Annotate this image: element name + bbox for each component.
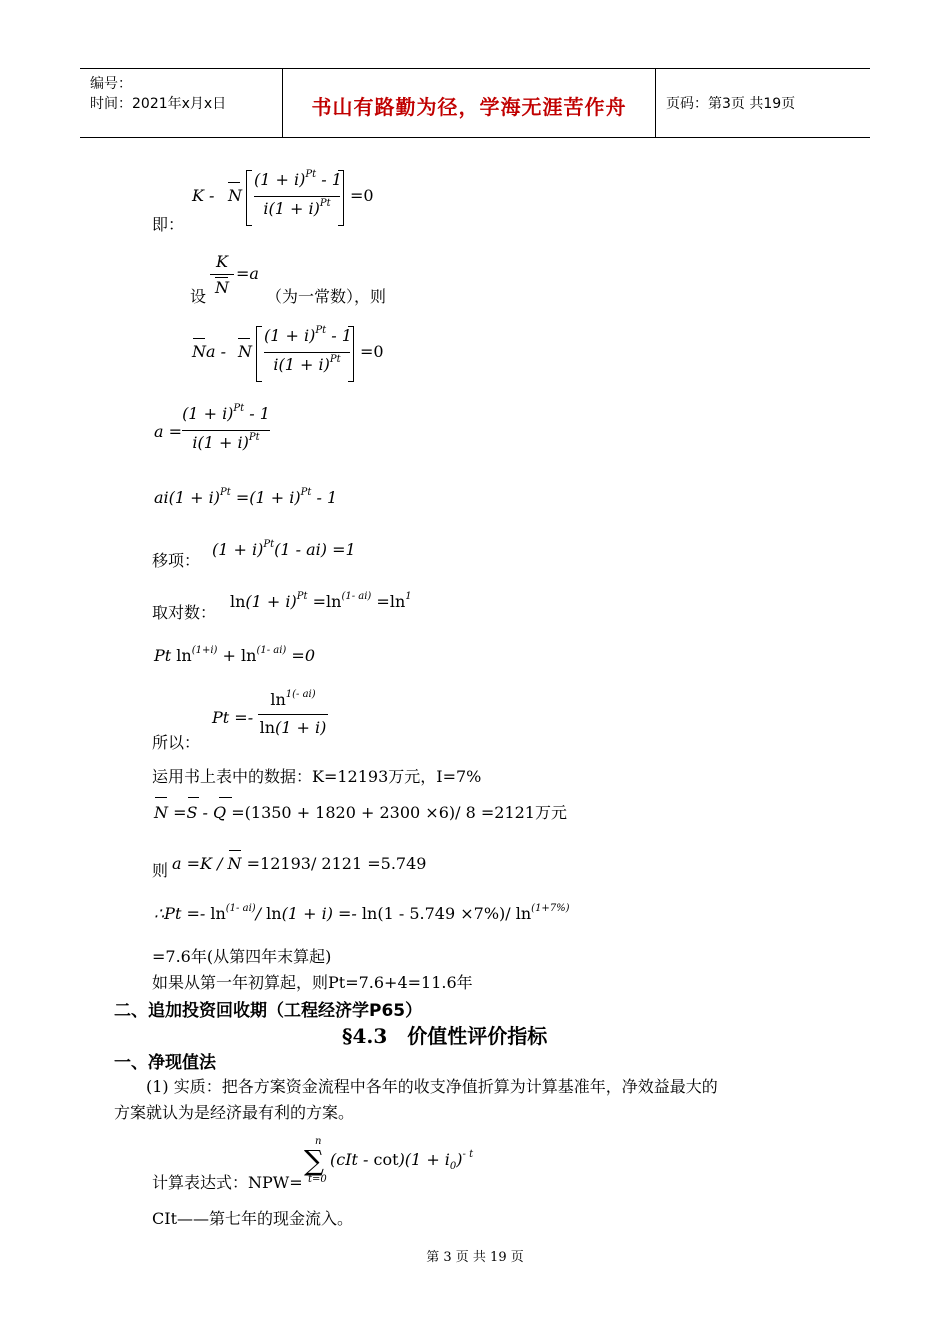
chapter-title: §4.3 价值性评价指标 bbox=[342, 1024, 548, 1048]
essence-line-2: 方案就认为是经济最有利的方案。 bbox=[114, 1103, 355, 1122]
page-header bbox=[80, 68, 870, 138]
label-ji: 即： bbox=[152, 215, 185, 234]
cit-line: CIt——第七年的现金流入。 bbox=[152, 1209, 353, 1228]
label-she-note: （为一常数），则 bbox=[266, 287, 387, 306]
page-footer: 第 3 页 共 19 页 bbox=[426, 1250, 524, 1265]
section-2-heading: 二、追加投资回收期（工程经济学P65） bbox=[114, 1001, 423, 1021]
formula-5: $ai(1 + i)^{Pt} =(1 + i)^{Pt} - 1$ bbox=[154, 487, 338, 507]
formula-12: ∴Pt =- $\ln^{(1- ai)}/$ ln(1 + i) =- ln(1 - 5.749 ×7%)/ $\ln^{(1+7\%)}$ bbox=[154, 903, 570, 923]
label-she: 设 bbox=[190, 287, 207, 306]
data-line: 运用书上表中的数据：K=12193万元，I=7% bbox=[152, 767, 482, 786]
formula-8: Pt $\ln^{(1+i)} + \ln^{(1- ai)} =0$ bbox=[154, 645, 316, 665]
first-year-line: 如果从第一年初算起，则Pt=7.6+4=11.6年 bbox=[152, 973, 473, 992]
formula-7: $\ln(1 + i)^{Pt} =\ln^{(1- ai)} =\ln^1$ bbox=[230, 591, 412, 611]
header-motto-cell bbox=[283, 69, 656, 137]
header-left-cell bbox=[80, 69, 283, 137]
essence-line-1: (1) 实质：把各方案资金流程中各年的收支净值折算为计算基准年，净效益最大的 bbox=[146, 1077, 718, 1096]
document-number-label: 编号： bbox=[90, 76, 132, 92]
formula-6: $(1 + i)^{Pt}(1 - ai) =1$ bbox=[212, 539, 356, 559]
document-time-label: 时间：2021年x月x日 bbox=[90, 96, 227, 112]
npv-heading: 一、净现值法 bbox=[114, 1053, 216, 1073]
label-ze: 则 bbox=[152, 861, 169, 880]
header-page-info: 页码：第3页 共19页 bbox=[666, 96, 796, 112]
label-yixiang: 移项： bbox=[152, 551, 201, 570]
result-line: =7.6年(从第四年末算起) bbox=[152, 947, 332, 966]
header-page-cell bbox=[656, 69, 870, 137]
label-qu-duishu: 取对数： bbox=[152, 603, 217, 622]
label-suoyi: 所以： bbox=[152, 733, 201, 752]
header-motto: 书山有路勤为径，学海无涯苦作舟 bbox=[311, 95, 627, 119]
expr-label: 计算表达式：NPW= bbox=[152, 1173, 303, 1192]
